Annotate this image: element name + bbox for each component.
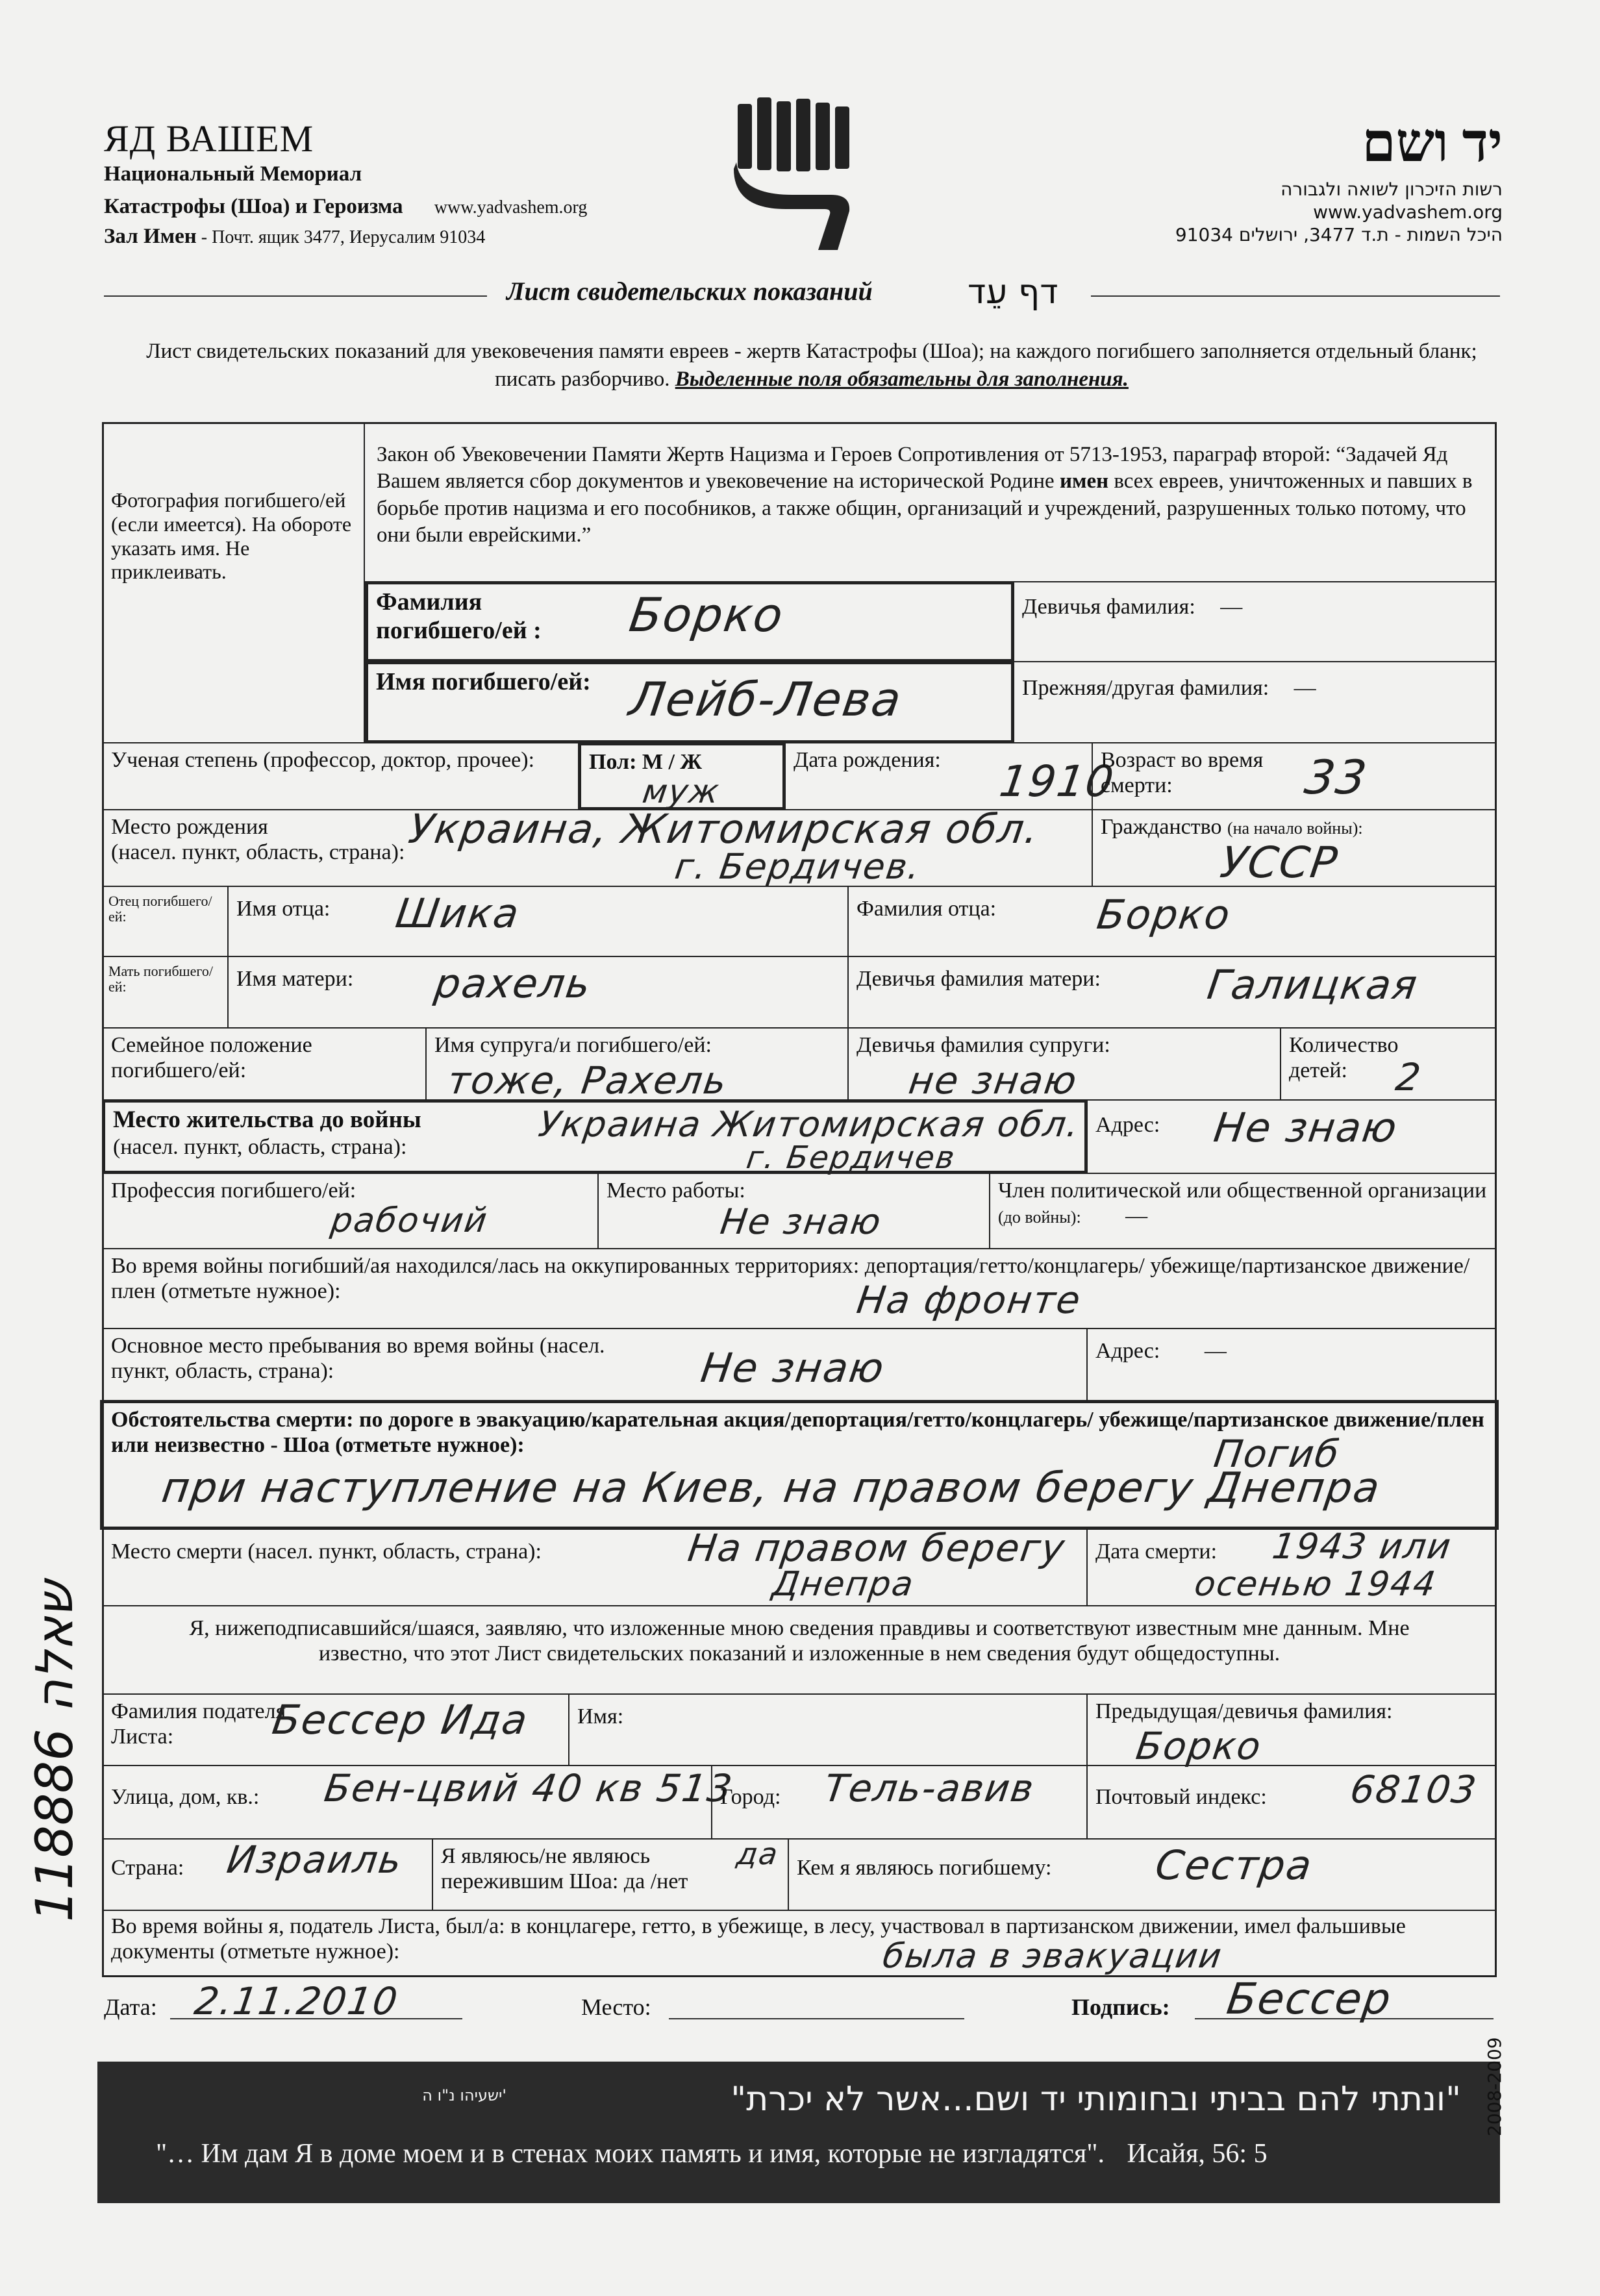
death-circumstances-label: Обстоятельства смерти: по дороге в эвакуацию/карательная акция/депортация/гетто/концлагерь/ убежище/партизанское движение/плен или неизвестно - Шоа (отметьте нужное):	[111, 1408, 1484, 1458]
marital-status-field[interactable]	[102, 1027, 427, 1101]
birthplace-value-line2: г. Бердичев.	[672, 846, 924, 887]
party-membership-field[interactable]	[989, 1173, 1497, 1249]
residence-value-line2: г. Бердичев	[744, 1140, 958, 1176]
banner-quote-ru: "… Им дам Я в доме моем и в стенах моих память и имя, которые не изгладятся". Исайя, 56: 5	[156, 2139, 1268, 2169]
city-label: Город:	[720, 1785, 781, 1809]
form-year: 2008-2009	[1484, 2037, 1505, 2136]
birthplace-value-line1: Украина, Житомирская обл.	[405, 805, 1043, 853]
workplace-label: Место работы:	[606, 1179, 745, 1203]
death-place-value1: На правом берегу	[685, 1526, 1069, 1570]
residence-address-label: Адрес:	[1095, 1113, 1160, 1137]
war-status-value: На фронте	[854, 1278, 1084, 1322]
war-status-field[interactable]	[102, 1248, 1497, 1329]
children-count-label: Количество детей:	[1289, 1033, 1399, 1083]
residence-sublabel: (насел. пункт, область, страна):	[113, 1134, 407, 1159]
org-line3-ru: Зал Имен - Почт. ящик 3477, Иерусалим 91034	[104, 225, 486, 248]
postal-code-label: Почтовый индекс:	[1095, 1785, 1267, 1809]
relation-field[interactable]	[788, 1838, 1497, 1911]
citizenship-label: Гражданство	[1101, 815, 1222, 839]
birthplace-label: Место рождения	[111, 815, 268, 839]
intro-emphasis: Выделенные поля обязательны для заполнения.	[675, 367, 1129, 391]
wartime-place-value: Не знаю	[697, 1344, 888, 1391]
sex-value: муж	[640, 773, 723, 810]
org-url-ru: www.yadvashem.org	[434, 197, 588, 218]
death-circumstances-value2: при наступление на Киев, на правом берегу Днепра	[158, 1464, 1384, 1512]
org-line1-ru: Национальный Мемориал	[104, 162, 362, 186]
profession-value: рабочий	[328, 1201, 491, 1240]
spouse-name-value: тоже, Рахель	[445, 1058, 731, 1103]
wartime-address-field[interactable]	[1086, 1328, 1497, 1401]
residence-value-line1: Украина Житомирская обл.	[536, 1104, 1082, 1145]
father-name-field[interactable]	[227, 886, 849, 957]
date-label: Дата:	[104, 1994, 157, 2020]
death-place-label: Место смерти (насел. пункт, область, страна):	[111, 1540, 542, 1564]
children-count-value: 2	[1393, 1055, 1425, 1099]
death-date-value2: осенью 1944	[1192, 1565, 1439, 1604]
profession-label: Профессия погибшего/ей:	[111, 1179, 356, 1203]
country-label: Страна:	[111, 1856, 184, 1880]
spouse-name-label: Имя супруга/и погибшего/ей:	[434, 1033, 712, 1057]
survivor-status-field[interactable]	[432, 1838, 789, 1911]
banner-quote-he: "ונתתי להם בביתי ובחומותי יד ושם...אשר לא יכרת"	[731, 2080, 1461, 2119]
citizenship-value: УССР	[1217, 838, 1342, 888]
submitter-surname-label: Фамилия подателя Листа:	[111, 1699, 286, 1749]
citizenship-sublabel: (на начало войны):	[1227, 819, 1363, 838]
org-title-he: יד ושם	[1362, 113, 1503, 173]
death-date-label: Дата смерти:	[1095, 1540, 1218, 1564]
banner-ref-he: ישעיהו נ"ו ה'	[422, 2086, 506, 2104]
submitter-name-field[interactable]	[568, 1693, 1088, 1766]
survivor-status-value: да	[734, 1836, 781, 1871]
handwritten-side-note: שאלה 118886	[26, 1580, 84, 1922]
submitter-war-value: была в эвакуации	[880, 1937, 1225, 1976]
children-count-field[interactable]	[1280, 1027, 1497, 1101]
father-name-value: Шика	[392, 890, 523, 937]
survivor-status-label: Я являюсь/не являюсь пережившим Шоа: да /нет	[441, 1844, 688, 1894]
previous-name-value: —	[1294, 676, 1316, 700]
age-at-death-field[interactable]	[1092, 742, 1497, 810]
first-name-label: Имя погибшего/ей:	[376, 668, 591, 695]
age-at-death-value: 33	[1301, 750, 1371, 805]
place-label: Место:	[581, 1994, 651, 2020]
org-title-ru: ЯД ВАШЕМ	[104, 118, 314, 160]
father-tag: Отец погибшего/ей:	[102, 886, 229, 957]
street-label: Улица, дом, кв.:	[111, 1785, 260, 1809]
yad-vashem-logo	[734, 97, 857, 253]
mother-maiden-label: Девичья фамилия матери:	[856, 967, 1101, 991]
father-surname-value: Борко	[1094, 891, 1234, 938]
intro-text: Лист свидетельских показаний для увековечения памяти евреев - жертв Катастрофы (Шоа); на каждого погибшего заполняется отдельный бланк; писать разборчиво. Выделенные поля обязательны для заполнения.	[146, 340, 1477, 391]
relation-label: Кем я являюсь погибшему:	[797, 1856, 1052, 1880]
party-membership-value: —	[1125, 1204, 1148, 1229]
quote-banner	[97, 2062, 1500, 2203]
signature-label: Подпись:	[1071, 1994, 1170, 2020]
city-value: Тель-авив	[821, 1766, 1038, 1810]
wartime-place-field[interactable]	[102, 1328, 1088, 1401]
surname-label: Фамилия погибшего/ей :	[376, 588, 542, 644]
surname-value: Борко	[626, 588, 788, 642]
signature-value: Бессер	[1223, 1974, 1395, 2024]
submitter-previous-name-label: Предыдущая/девичья фамилия:	[1095, 1699, 1393, 1723]
residence-label: Место жительства до войны	[113, 1106, 421, 1133]
spouse-maiden-value: не знаю	[906, 1058, 1081, 1103]
wartime-place-label: Основное место пребывания во время войны (насел. пункт, область, страна):	[111, 1334, 605, 1384]
workplace-value: Не знаю	[718, 1201, 884, 1242]
law-text: Закон об Увековечении Памяти Жертв Нацизма и Героев Сопротивления от 5713-1953, параграф второй: “Задачей Яд Вашем является сбор документов и увековечение на исторической Родине имен всех евреев, уничтоженных и павших в борьбе против нацизма и его пособников, а также общин, организаций и учреждений, разрушенных только потому, что они были еврейскими.”	[377, 443, 1473, 547]
country-value: Израиль	[224, 1838, 406, 1882]
org-url-he: www.yadvashem.org	[1313, 201, 1503, 223]
father-name-label: Имя отца:	[236, 897, 331, 921]
place-line[interactable]	[669, 2018, 964, 2019]
postal-code-value: 68103	[1347, 1767, 1481, 1812]
mother-name-value: рахель	[431, 960, 595, 1007]
mother-maiden-value: Галицкая	[1204, 961, 1421, 1008]
maiden-name-field[interactable]	[1013, 581, 1497, 662]
org-line2-ru: Катастрофы (Шоа) и Героизма www.yadvashem.org	[104, 195, 588, 218]
relation-value: Сестра	[1152, 1841, 1316, 1889]
death-place-value2: Днепра	[769, 1565, 917, 1604]
submitter-surname-value: Бессер Ида	[269, 1696, 532, 1743]
birth-date-value: 1910	[996, 756, 1118, 806]
submitter-previous-name-value: Борко	[1133, 1724, 1265, 1768]
marital-status-label: Семейное положение погибшего/ей:	[111, 1033, 312, 1083]
wartime-address-label: Адрес:	[1095, 1339, 1160, 1363]
spouse-maiden-label: Девичья фамилия супруги:	[856, 1033, 1110, 1057]
birth-date-label: Дата рождения:	[794, 748, 941, 772]
degree-label: Ученая степень (профессор, доктор, прочее):	[111, 748, 535, 772]
death-date-value1: 1943 или	[1269, 1526, 1455, 1567]
maiden-name-value: —	[1220, 595, 1243, 619]
title-rule-right	[1091, 295, 1500, 297]
mother-tag: Мать погибшего/ей:	[102, 956, 229, 1029]
first-name-value: Лейб-Лева	[626, 672, 906, 727]
photo-note: Фотография погибшего/ей (если имеется). На обороте указать имя. Не приклеивать.	[111, 488, 352, 584]
submitter-war-label: Во время войны я, податель Листа, был/а: в концлагере, гетто, в убежище, в лесу, участвовал в партизанском движении, имел фальшивые документы (отметьте нужное):	[111, 1914, 1406, 1964]
date-value: 2.11.2010	[192, 1979, 401, 2023]
title-rule-left	[104, 295, 487, 297]
form-title: Лист свидетельских показаний	[506, 277, 873, 306]
degree-field[interactable]	[102, 742, 579, 810]
street-value: Бен-цвий 40 кв 513	[321, 1766, 736, 1810]
death-circumstances-value1: Погиб	[1211, 1432, 1343, 1476]
org-line1-he: רשות הזיכרון לשואה ולגבורה	[1281, 179, 1503, 200]
submitter-name-label: Имя:	[577, 1704, 624, 1728]
father-surname-label: Фамилия отца:	[856, 897, 997, 921]
previous-name-field[interactable]	[1013, 661, 1497, 743]
residence-address-value: Не знаю	[1210, 1104, 1401, 1151]
mother-name-label: Имя матери:	[236, 967, 354, 991]
war-status-label: Во время войны погибший/ая находился/лась на оккупированных территориях: депортация/гетто/концлагерь/ убежище/партизанское движение/плен (отметьте нужное):	[111, 1254, 1470, 1304]
form-title-he: דף עֵד	[968, 273, 1058, 312]
sex-label: Пол: М / Ж	[589, 750, 703, 774]
party-membership-sublabel: (до войны):	[998, 1208, 1081, 1227]
banner-ref-ru: Исайя, 56: 5	[1127, 2139, 1268, 2169]
submitter-war-field[interactable]	[102, 1910, 1497, 1977]
party-membership-label: Член политической или общественной организации	[998, 1179, 1487, 1203]
maiden-name-label: Девичья фамилия:	[1022, 595, 1195, 619]
org-line3-he: היכל השמות - ת.ד 3477, ירושלים 91034	[1175, 224, 1503, 245]
declaration: Я, нижеподписавшийся/шаяся, заявляю, что изложенные мною сведения правдивы и соответствуют известным мне данным. Мне известно, что этот Лист свидетельских показаний и изложенные в нем сведения будут общедоступны.	[102, 1605, 1497, 1695]
photo-box[interactable]	[102, 422, 365, 743]
age-at-death-label: Возраст во время смерти:	[1101, 748, 1264, 798]
birthplace-sublabel: (насел. пункт, область, страна):	[111, 840, 405, 865]
previous-name-label: Прежняя/другая фамилия:	[1022, 676, 1269, 700]
wartime-address-value: —	[1204, 1339, 1227, 1363]
